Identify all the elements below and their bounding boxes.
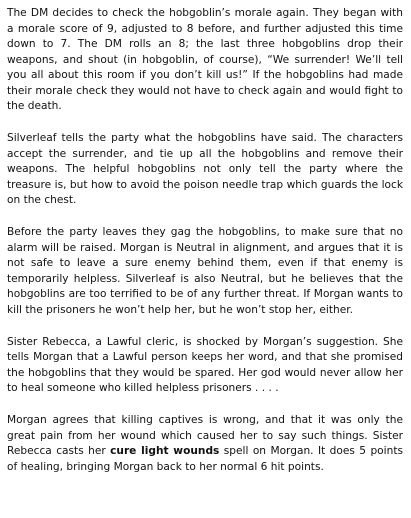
paragraph-healing [7,413,403,475]
paragraph-lawful-cleric: Sister Rebecca, a Lawful cleric, is shocked by Morgan’s suggestion. She tells Morgan that a Lawful person keeps her word, and that she promised the hobgoblins that they would be spared. Her god would never allow her to heal someone who killed helpless prisoners . . . . [7,335,403,394]
paragraph-gag-prisoners: Before the party leaves they gag the hobgoblins, to make sure that no alarm will be raised. Morgan is Neutral in alignment, and argues that it is not safe to leave a sure enemy behind them, even if that enemy is temporarily helpless. Silverleaf is also Neutral, but he believes that the hobgoblins are too terrified to be of any further threat. If Morgan wants to kill the prisoners he won’t help her, but he won’t stop her, either. [7,226,403,316]
paragraph-morale-check: The DM decides to check the hobgoblin’s morale again. They began with a morale score of 9, adjusted to 8 before, and further adjusted this time down to 7. The DM rolls an 8; the last three hobgoblins drop their weapons, and shout (in hobgoblin, of course), “We surrender! We’ll tell you all about this room if you don’t kill us!” If the hobgoblins had made their morale check they would not have to check again and would fight to the death. [7,7,403,112]
spell-name: cure light wounds [110,445,220,457]
paragraph-surrender: Silverleaf tells the party what the hobgoblins have said. The characters accept the surrender, and tie up all the hobgoblins and remove their weapons. The helpful hobgoblins not only tell the party where the treasure is, but how to avoid the poison needle trap which guards the lock on the chest. [7,132,403,206]
healing-text-before: Morgan agrees that killing captives is wrong, and that it was only the great pain from her wound which caused her to say such things. Sister Rebecca casts her [7,414,403,457]
healing-text-after: spell on Morgan. It does 5 points of healing, bringing Morgan back to her normal 6 hit points. [7,445,403,473]
rulebook-page [7,6,403,492]
